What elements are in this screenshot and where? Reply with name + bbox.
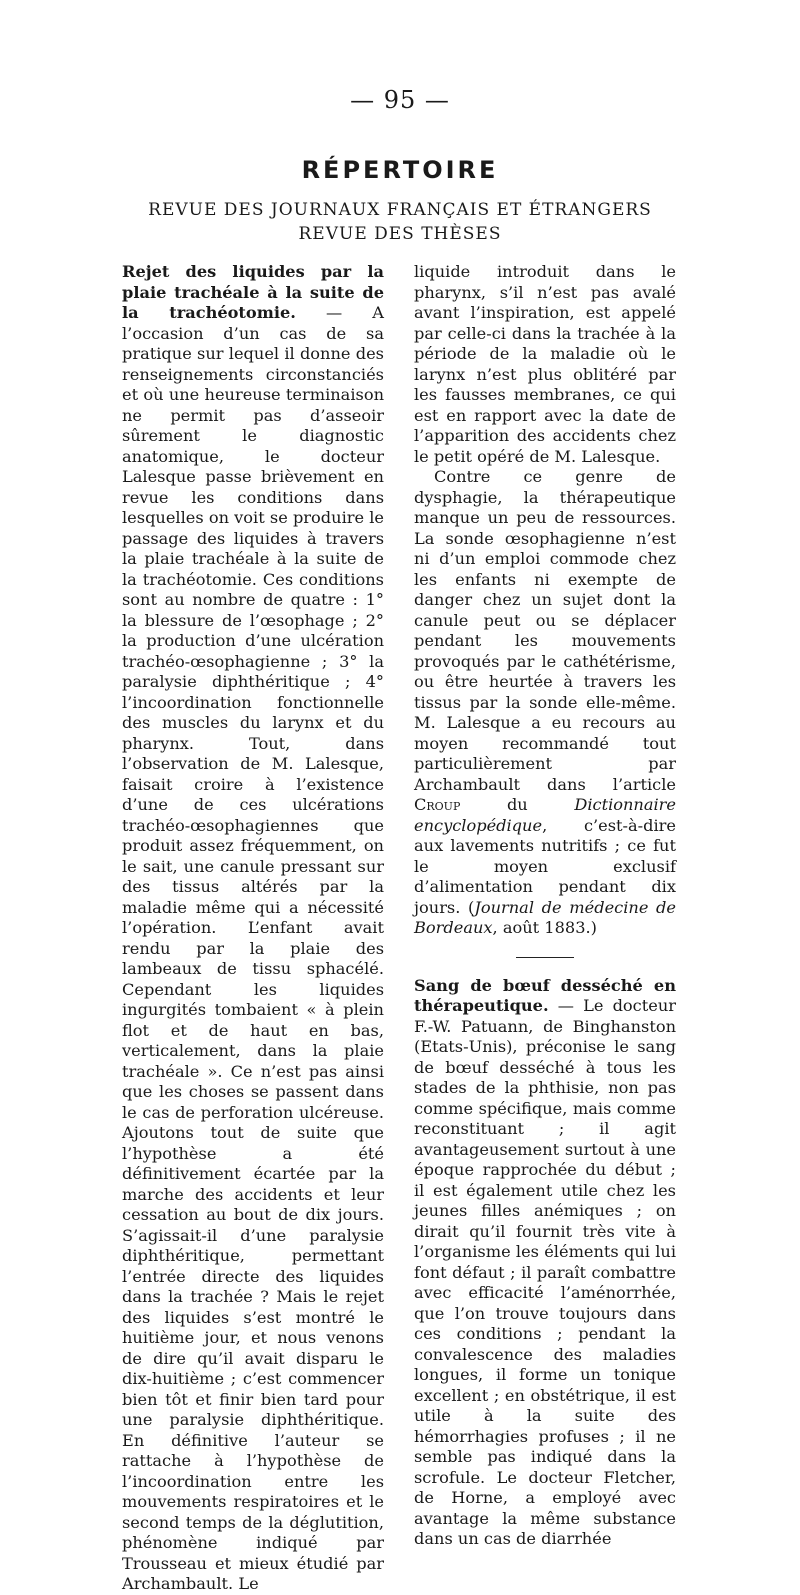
para2-dictionnaire: Dictionnaire encyclopédique [414,795,676,835]
para2-text-a: Contre ce genre de dysphagie, la thérapeutique manque un peu de ressources. La sonde œsophagienne n’est ni d’un emploi commode chez les enfants ni exempte de danger chez un sujet dont la canule peut ou se déplacer pendant les mouvements provoqués par le cathétérisme, ou être heurtée à travers les tissus par la sonde elle-même. M. Lalesque a eu recours au moyen recommandé tout particulièrement par Archambault dans l’article [414,467,676,794]
section-divider [516,957,574,958]
article1-paragraph-1 [122,262,384,1595]
section-title: RÉPERTOIRE [301,156,499,184]
article1-title: Rejet des liquides par la plaie trachéale à la suite de la trachéotomie. [122,262,384,322]
para2-journal: Journal de médecine de Bordeaux [414,897,676,937]
para2-text-d: , août 1883.) [492,918,597,937]
article2-title: Sang de bœuf desséché en thérapeutique. [414,975,676,1015]
para2-text-c: , c’est-à-dire aux lavements nutritifs ; ce fut le moyen exclusif d’alimentation pendant dix jours. ( [414,815,676,917]
article1-body-right: liquide introduit dans le pharynx, s’il n’est pas avalé avant l’inspiration, est appelé par celle-ci dans la trachée à la période de la maladie où le larynx n’est plus oblitéré par les fausses membranes, ce qui est en rapport avec la date de l’apparition des accidents chez le petit opéré de M. Lalesque. [414,262,676,466]
subtitle-theses: REVUE DES THÈSES [298,224,502,244]
para2-croup: Croup [414,795,461,814]
page-number: — 95 — [350,86,450,114]
column-left [122,262,384,1595]
article2-paragraph [414,976,676,1550]
subtitle-journals: REVUE DES JOURNAUX FRANÇAIS ET ÉTRANGERS [148,200,652,220]
column-right [414,262,676,1550]
article2-body: — Le docteur F.-W. Patuann, de Binghanston (Etats-Unis), préconise le sang de bœuf desséché à tous les stades de la phthisie, non pas comme spécifique, mais comme reconstituant ; il agit avantageusement surtout à une époque rapprochée du début ; il est également utile chez les jeunes filles anémiques ; on dirait qu’il fournit très vite à l’organisme les éléments qui lui font défaut ; il paraît combattre avec efficacité l’aménorrhée, que l’on trouve toujours dans ces conditions ; pendant la convalescence des maladies longues, il forme un tonique excellent ; en obstétrique, il est utile à la suite des hémorrhagies profuses ; il ne semble pas indiqué dans la scrofule. Le docteur Fletcher, de Horne, a employé avec avantage la même substance dans un cas de diarrhée [414,996,676,1548]
article1-paragraph-2 [414,467,676,939]
article1-body-left: — A l’occasion d’un cas de sa pratique sur lequel il donne des renseignements circonstanciés et où une heureuse terminaison ne permit pas d’asseoir sûrement le diagnostic anatomique, le docteur Lalesque passe brièvement en revue les conditions dans lesquelles on voit se produire le passage des liquides à travers la plaie trachéale à la suite de la trachéotomie. Ces conditions sont au nombre de quatre : 1° la blessure de l’œsophage ; 2° la production d’une ulcération trachéo-œsophagienne ; 3° la paralysie diphthéritique ; 4° l’incoordination fonctionnelle des muscles du larynx et du pharynx. Tout, dans l’observation de M. Lalesque, faisait croire à l’existence d’une de ces ulcérations trachéo-œsophagiennes que produit assez fréquemment, on le sait, une canule pressant sur des tissus altérés par la maladie même qui a nécessité l’opération. L’enfant avait rendu par la plaie des lambeaux de tissu sphacélé. Cependant les liquides ingurgités tombaient « à plein flot et de haut en bas, verticalement, dans la plaie trachéale ». Ce n’est pas ainsi que les choses se passent dans le cas de perforation ulcéreuse. Ajoutons tout de suite que l’hypothèse a été définitivement écartée par la marche des accidents et leur cessation au bout de dix jours. S’agissait-il d’une paralysie diphthéritique, permettant l’entrée directe des liquides dans la trachée ? Mais le rejet des liquides s’est montré le huitième jour, et nous venons de dire qu’il avait disparu le dix-huitième ; c’est commencer bien tôt et finir bien tard pour une paralysie diphthéritique. En définitive l’auteur se rattache à l’hypothèse de l’incoordination entre les mouvements respiratoires et le second temps de la déglutition, phénomène indiqué par Trousseau et mieux étudié par Archambault. Le [122,303,385,1593]
para2-text-b: du [460,795,575,814]
